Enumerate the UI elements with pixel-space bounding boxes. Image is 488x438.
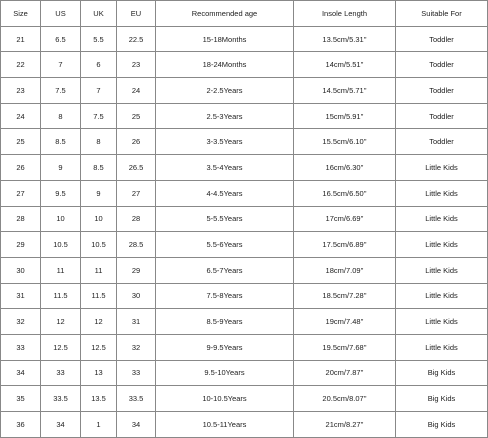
cell-us: 6.5	[41, 26, 81, 52]
table-row	[1, 52, 488, 78]
cell-recommended-age: 10.5-11Years	[156, 412, 294, 438]
table-header-row	[1, 1, 488, 27]
table-row	[1, 78, 488, 104]
cell-uk: 9	[81, 180, 117, 206]
table-row	[1, 360, 488, 386]
cell-insole-length: 17cm/6.69''	[294, 206, 396, 232]
cell-size: 28	[1, 206, 41, 232]
cell-insole-length: 18.5cm/7.28''	[294, 283, 396, 309]
cell-insole-length: 20.5cm/8.07''	[294, 386, 396, 412]
cell-us: 10.5	[41, 232, 81, 258]
header-suitable-for: Suitable For	[396, 1, 488, 27]
cell-eu: 32	[117, 334, 156, 360]
cell-uk: 13.5	[81, 386, 117, 412]
cell-recommended-age: 10-10.5Years	[156, 386, 294, 412]
cell-uk: 11	[81, 257, 117, 283]
header-uk: UK	[81, 1, 117, 27]
cell-suitable-for: Big Kids	[396, 360, 488, 386]
cell-uk: 7.5	[81, 103, 117, 129]
cell-recommended-age: 9.5-10Years	[156, 360, 294, 386]
cell-insole-length: 15.5cm/6.10''	[294, 129, 396, 155]
cell-suitable-for: Little Kids	[396, 257, 488, 283]
cell-suitable-for: Big Kids	[396, 386, 488, 412]
cell-size: 31	[1, 283, 41, 309]
cell-recommended-age: 7.5-8Years	[156, 283, 294, 309]
cell-eu: 26.5	[117, 155, 156, 181]
cell-size: 34	[1, 360, 41, 386]
cell-recommended-age: 4-4.5Years	[156, 180, 294, 206]
cell-recommended-age: 6.5-7Years	[156, 257, 294, 283]
cell-uk: 12.5	[81, 334, 117, 360]
cell-recommended-age: 2-2.5Years	[156, 78, 294, 104]
table-row	[1, 206, 488, 232]
cell-insole-length: 21cm/8.27''	[294, 412, 396, 438]
cell-eu: 30	[117, 283, 156, 309]
cell-suitable-for: Toddler	[396, 129, 488, 155]
cell-uk: 11.5	[81, 283, 117, 309]
cell-recommended-age: 8.5-9Years	[156, 309, 294, 335]
cell-eu: 28.5	[117, 232, 156, 258]
cell-recommended-age: 18-24Months	[156, 52, 294, 78]
cell-size: 21	[1, 26, 41, 52]
cell-us: 10	[41, 206, 81, 232]
cell-size: 33	[1, 334, 41, 360]
cell-size: 22	[1, 52, 41, 78]
cell-uk: 12	[81, 309, 117, 335]
cell-us: 8	[41, 103, 81, 129]
cell-eu: 26	[117, 129, 156, 155]
cell-eu: 24	[117, 78, 156, 104]
cell-recommended-age: 3-3.5Years	[156, 129, 294, 155]
header-insole-length: Insole Length	[294, 1, 396, 27]
cell-suitable-for: Toddler	[396, 52, 488, 78]
table-row	[1, 180, 488, 206]
cell-recommended-age: 5-5.5Years	[156, 206, 294, 232]
cell-size: 36	[1, 412, 41, 438]
cell-uk: 1	[81, 412, 117, 438]
table-row	[1, 26, 488, 52]
cell-us: 11	[41, 257, 81, 283]
table-row	[1, 283, 488, 309]
cell-size: 30	[1, 257, 41, 283]
cell-us: 11.5	[41, 283, 81, 309]
cell-eu: 27	[117, 180, 156, 206]
cell-us: 7	[41, 52, 81, 78]
table-row	[1, 334, 488, 360]
cell-recommended-age: 2.5-3Years	[156, 103, 294, 129]
table-body	[1, 26, 488, 437]
cell-us: 33.5	[41, 386, 81, 412]
cell-uk: 13	[81, 360, 117, 386]
cell-size: 25	[1, 129, 41, 155]
cell-suitable-for: Little Kids	[396, 155, 488, 181]
cell-insole-length: 16.5cm/6.50''	[294, 180, 396, 206]
cell-size: 35	[1, 386, 41, 412]
table-row	[1, 412, 488, 438]
cell-suitable-for: Little Kids	[396, 309, 488, 335]
cell-recommended-age: 9-9.5Years	[156, 334, 294, 360]
cell-eu: 29	[117, 257, 156, 283]
cell-insole-length: 20cm/7.87''	[294, 360, 396, 386]
cell-suitable-for: Little Kids	[396, 334, 488, 360]
table-row	[1, 155, 488, 181]
cell-uk: 7	[81, 78, 117, 104]
cell-eu: 22.5	[117, 26, 156, 52]
cell-suitable-for: Toddler	[396, 78, 488, 104]
cell-us: 8.5	[41, 129, 81, 155]
cell-insole-length: 19cm/7.48''	[294, 309, 396, 335]
cell-eu: 28	[117, 206, 156, 232]
table-row	[1, 232, 488, 258]
cell-uk: 5.5	[81, 26, 117, 52]
cell-size: 29	[1, 232, 41, 258]
cell-us: 7.5	[41, 78, 81, 104]
cell-eu: 23	[117, 52, 156, 78]
cell-uk: 8.5	[81, 155, 117, 181]
header-us: US	[41, 1, 81, 27]
cell-insole-length: 14.5cm/5.71''	[294, 78, 396, 104]
table-row	[1, 257, 488, 283]
cell-suitable-for: Little Kids	[396, 180, 488, 206]
cell-insole-length: 15cm/5.91''	[294, 103, 396, 129]
cell-eu: 34	[117, 412, 156, 438]
cell-uk: 8	[81, 129, 117, 155]
cell-size: 23	[1, 78, 41, 104]
cell-insole-length: 18cm/7.09''	[294, 257, 396, 283]
cell-suitable-for: Little Kids	[396, 206, 488, 232]
cell-insole-length: 14cm/5.51''	[294, 52, 396, 78]
header-size: Size	[1, 1, 41, 27]
cell-insole-length: 13.5cm/5.31''	[294, 26, 396, 52]
cell-us: 34	[41, 412, 81, 438]
cell-recommended-age: 5.5-6Years	[156, 232, 294, 258]
table-row	[1, 103, 488, 129]
cell-insole-length: 19.5cm/7.68''	[294, 334, 396, 360]
cell-eu: 33	[117, 360, 156, 386]
cell-size: 26	[1, 155, 41, 181]
cell-suitable-for: Toddler	[396, 103, 488, 129]
cell-us: 12	[41, 309, 81, 335]
cell-recommended-age: 3.5-4Years	[156, 155, 294, 181]
cell-uk: 10	[81, 206, 117, 232]
cell-uk: 6	[81, 52, 117, 78]
cell-size: 27	[1, 180, 41, 206]
cell-suitable-for: Little Kids	[396, 232, 488, 258]
cell-suitable-for: Toddler	[396, 26, 488, 52]
cell-eu: 33.5	[117, 386, 156, 412]
cell-eu: 25	[117, 103, 156, 129]
cell-us: 33	[41, 360, 81, 386]
header-eu: EU	[117, 1, 156, 27]
cell-eu: 31	[117, 309, 156, 335]
table-row	[1, 386, 488, 412]
cell-suitable-for: Big Kids	[396, 412, 488, 438]
table-row	[1, 129, 488, 155]
cell-suitable-for: Little Kids	[396, 283, 488, 309]
cell-size: 24	[1, 103, 41, 129]
header-recommended-age: Recommended age	[156, 1, 294, 27]
cell-us: 9	[41, 155, 81, 181]
cell-us: 12.5	[41, 334, 81, 360]
cell-recommended-age: 15-18Months	[156, 26, 294, 52]
cell-uk: 10.5	[81, 232, 117, 258]
table-row	[1, 309, 488, 335]
cell-insole-length: 16cm/6.30''	[294, 155, 396, 181]
cell-size: 32	[1, 309, 41, 335]
cell-us: 9.5	[41, 180, 81, 206]
cell-insole-length: 17.5cm/6.89''	[294, 232, 396, 258]
